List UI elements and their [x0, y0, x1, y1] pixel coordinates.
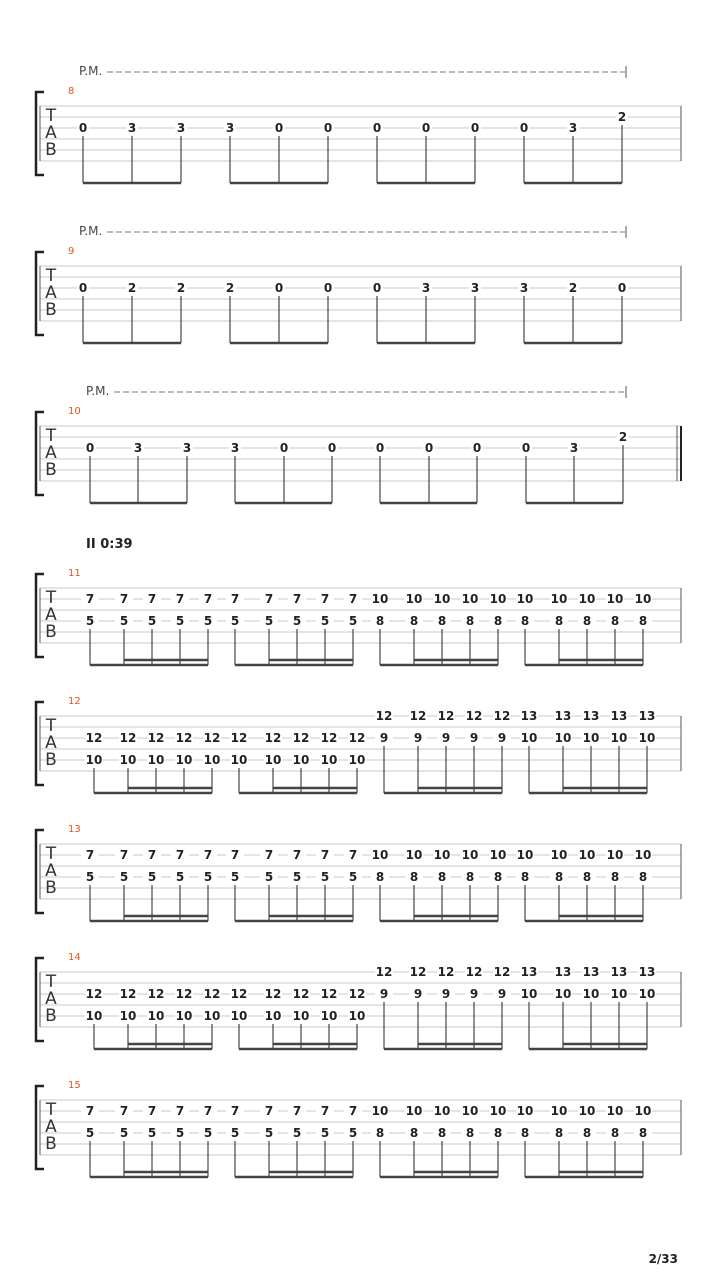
fret-number: 8	[465, 1126, 475, 1140]
tab-clef-letter: A	[45, 123, 57, 143]
fret-number: 9	[379, 987, 389, 1001]
fret-number: 8	[409, 1126, 419, 1140]
fret-number: 8	[638, 614, 648, 628]
fret-number: 9	[469, 731, 479, 745]
fret-number: 10	[264, 753, 282, 767]
fret-number: 8	[520, 614, 530, 628]
fret-number: 10	[292, 1009, 310, 1023]
tab-clef-letter: T	[45, 588, 57, 608]
measure-number: 14	[68, 952, 81, 963]
fret-number: 10	[520, 987, 538, 1001]
fret-number: 3	[127, 121, 137, 135]
fret-number: 10	[348, 753, 366, 767]
fret-number: 10	[371, 1104, 389, 1118]
fret-number: 8	[493, 614, 503, 628]
fret-number: 12	[320, 987, 338, 1001]
fret-number: 10	[405, 592, 423, 606]
fret-number: 10	[320, 1009, 338, 1023]
fret-number: 5	[119, 870, 129, 884]
fret-number: 7	[119, 592, 129, 606]
fret-number: 10	[85, 1009, 103, 1023]
tab-clef-letter: T	[45, 1100, 57, 1120]
fret-number: 10	[320, 753, 338, 767]
fret-number: 13	[610, 965, 628, 979]
fret-number: 13	[610, 709, 628, 723]
fret-number: 10	[550, 848, 568, 862]
fret-number: 10	[230, 753, 248, 767]
fret-number: 10	[433, 848, 451, 862]
fret-number: 0	[327, 441, 337, 455]
fret-number: 7	[230, 592, 240, 606]
fret-number: 9	[413, 987, 423, 1001]
fret-number: 10	[405, 848, 423, 862]
fret-number: 13	[638, 965, 656, 979]
measure-number: 9	[68, 246, 75, 257]
fret-number: 0	[519, 121, 529, 135]
fret-number: 10	[516, 1104, 534, 1118]
fret-number: 10	[516, 848, 534, 862]
fret-number: 0	[472, 441, 482, 455]
fret-number: 12	[409, 709, 427, 723]
fret-number: 7	[85, 848, 95, 862]
fret-number: 8	[554, 870, 564, 884]
fret-number: 13	[638, 709, 656, 723]
fret-number: 5	[292, 870, 302, 884]
fret-number: 12	[375, 709, 393, 723]
fret-number: 12	[203, 731, 221, 745]
fret-number: 10	[119, 1009, 137, 1023]
fret-number: 5	[264, 614, 274, 628]
fret-number: 5	[230, 1126, 240, 1140]
fret-number: 0	[85, 441, 95, 455]
fret-number: 10	[489, 592, 507, 606]
tab-clef-letter: T	[45, 844, 57, 864]
fret-number: 7	[175, 848, 185, 862]
fret-number: 10	[119, 753, 137, 767]
fret-number: 10	[461, 848, 479, 862]
fret-number: 12	[320, 731, 338, 745]
fret-number: 8	[437, 1126, 447, 1140]
fret-number: 12	[493, 965, 511, 979]
fret-number: 10	[371, 848, 389, 862]
fret-number: 8	[465, 870, 475, 884]
fret-number: 7	[175, 592, 185, 606]
fret-number: 12	[292, 731, 310, 745]
tab-clef-letter: T	[45, 716, 57, 736]
tab-clef-letter: A	[45, 733, 57, 753]
fret-number: 10	[606, 592, 624, 606]
fret-number: 8	[375, 614, 385, 628]
fret-number: 10	[516, 592, 534, 606]
fret-number: 10	[610, 987, 628, 1001]
fret-number: 7	[292, 1104, 302, 1118]
fret-number: 5	[85, 614, 95, 628]
fret-number: 5	[203, 614, 213, 628]
fret-number: 12	[230, 731, 248, 745]
tab-clef-letter: T	[45, 106, 57, 126]
fret-number: 12	[409, 965, 427, 979]
fret-number: 10	[433, 592, 451, 606]
fret-number: 5	[320, 870, 330, 884]
fret-number: 12	[85, 731, 103, 745]
measure-number: 10	[68, 406, 81, 417]
fret-number: 12	[465, 965, 483, 979]
fret-number: 7	[119, 848, 129, 862]
fret-number: 5	[292, 1126, 302, 1140]
fret-number: 12	[292, 987, 310, 1001]
palm-mute-label: P.M.	[86, 384, 110, 398]
fret-number: 10	[405, 1104, 423, 1118]
fret-number: 2	[618, 430, 628, 444]
tab-clef-letter: T	[45, 266, 57, 286]
fret-number: 0	[470, 121, 480, 135]
fret-number: 12	[437, 709, 455, 723]
fret-number: 7	[320, 1104, 330, 1118]
fret-number: 3	[421, 281, 431, 295]
fret-number: 9	[469, 987, 479, 1001]
fret-number: 0	[279, 441, 289, 455]
fret-number: 10	[489, 848, 507, 862]
fret-number: 5	[119, 614, 129, 628]
fret-number: 12	[119, 987, 137, 1001]
fret-number: 7	[348, 592, 358, 606]
fret-number: 7	[203, 1104, 213, 1118]
fret-number: 7	[119, 1104, 129, 1118]
fret-number: 10	[203, 1009, 221, 1023]
fret-number: 3	[225, 121, 235, 135]
fret-number: 0	[375, 441, 385, 455]
fret-number: 5	[348, 614, 358, 628]
fret-number: 12	[147, 731, 165, 745]
fret-number: 12	[119, 731, 137, 745]
fret-number: 5	[147, 870, 157, 884]
fret-number: 13	[582, 965, 600, 979]
fret-number: 8	[493, 1126, 503, 1140]
fret-number: 5	[230, 614, 240, 628]
fret-number: 3	[470, 281, 480, 295]
fret-number: 9	[497, 987, 507, 1001]
fret-number: 0	[78, 121, 88, 135]
fret-number: 0	[421, 121, 431, 135]
fret-number: 5	[175, 1126, 185, 1140]
fret-number: 7	[175, 1104, 185, 1118]
fret-number: 3	[182, 441, 192, 455]
fret-number: 7	[230, 848, 240, 862]
measure-number: 11	[68, 568, 81, 579]
fret-number: 7	[320, 592, 330, 606]
fret-number: 8	[554, 1126, 564, 1140]
fret-number: 10	[348, 1009, 366, 1023]
fret-number: 10	[554, 987, 572, 1001]
fret-number: 3	[569, 441, 579, 455]
fret-number: 12	[348, 987, 366, 1001]
fret-number: 13	[520, 965, 538, 979]
measure-number: 15	[68, 1080, 81, 1091]
fret-number: 5	[320, 1126, 330, 1140]
fret-number: 10	[292, 753, 310, 767]
fret-number: 5	[147, 1126, 157, 1140]
fret-number: 8	[465, 614, 475, 628]
fret-number: 5	[264, 1126, 274, 1140]
fret-number: 3	[133, 441, 143, 455]
fret-number: 5	[119, 1126, 129, 1140]
fret-number: 8	[610, 870, 620, 884]
page-number: 2/33	[648, 1252, 678, 1266]
fret-number: 12	[203, 987, 221, 1001]
fret-number: 7	[292, 592, 302, 606]
tab-clef-letter: A	[45, 443, 57, 463]
fret-number: 10	[606, 1104, 624, 1118]
tab-clef-letter: T	[45, 426, 57, 446]
fret-number: 13	[582, 709, 600, 723]
fret-number: 10	[638, 987, 656, 1001]
fret-number: 0	[274, 121, 284, 135]
fret-number: 7	[147, 1104, 157, 1118]
tab-clef-letter: B	[45, 1134, 57, 1154]
fret-number: 10	[175, 753, 193, 767]
fret-number: 10	[85, 753, 103, 767]
fret-number: 10	[578, 592, 596, 606]
fret-number: 9	[441, 731, 451, 745]
fret-number: 10	[147, 753, 165, 767]
fret-number: 5	[348, 1126, 358, 1140]
fret-number: 12	[85, 987, 103, 1001]
fret-number: 5	[175, 870, 185, 884]
fret-number: 7	[348, 848, 358, 862]
fret-number: 8	[409, 614, 419, 628]
fret-number: 13	[520, 709, 538, 723]
tab-clef-letter: B	[45, 1006, 57, 1026]
tab-clef-letter: A	[45, 1117, 57, 1137]
fret-number: 12	[348, 731, 366, 745]
fret-number: 12	[147, 987, 165, 1001]
fret-number: 10	[578, 1104, 596, 1118]
fret-number: 0	[424, 441, 434, 455]
palm-mute-label: P.M.	[79, 64, 103, 78]
fret-number: 8	[493, 870, 503, 884]
fret-number: 7	[264, 1104, 274, 1118]
tab-clef-letter: B	[45, 300, 57, 320]
fret-number: 9	[497, 731, 507, 745]
fret-number: 10	[461, 1104, 479, 1118]
measure-number: 13	[68, 824, 81, 835]
fret-number: 7	[147, 848, 157, 862]
fret-number: 5	[203, 1126, 213, 1140]
fret-number: 10	[461, 592, 479, 606]
fret-number: 5	[203, 870, 213, 884]
fret-number: 8	[610, 614, 620, 628]
fret-number: 10	[371, 592, 389, 606]
fret-number: 7	[85, 1104, 95, 1118]
fret-number: 13	[554, 965, 572, 979]
fret-number: 12	[264, 731, 282, 745]
fret-number: 0	[78, 281, 88, 295]
tab-clef-letter: B	[45, 622, 57, 642]
fret-number: 10	[489, 1104, 507, 1118]
fret-number: 8	[437, 614, 447, 628]
fret-number: 5	[230, 870, 240, 884]
fret-number: 8	[582, 614, 592, 628]
fret-number: 12	[437, 965, 455, 979]
fret-number: 0	[617, 281, 627, 295]
fret-number: 12	[230, 987, 248, 1001]
fret-number: 8	[375, 870, 385, 884]
fret-number: 10	[147, 1009, 165, 1023]
fret-number: 10	[550, 592, 568, 606]
fret-number: 0	[521, 441, 531, 455]
fret-number: 0	[323, 121, 333, 135]
fret-number: 9	[379, 731, 389, 745]
measure-number: 8	[68, 86, 75, 97]
fret-number: 0	[274, 281, 284, 295]
fret-number: 8	[520, 870, 530, 884]
tab-clef-letter: A	[45, 605, 57, 625]
fret-number: 10	[638, 731, 656, 745]
fret-number: 5	[85, 870, 95, 884]
fret-number: 8	[375, 1126, 385, 1140]
section-marker: II 0:39	[86, 537, 133, 552]
fret-number: 12	[175, 731, 193, 745]
fret-number: 8	[409, 870, 419, 884]
fret-number: 12	[493, 709, 511, 723]
fret-number: 5	[264, 870, 274, 884]
tab-clef-letter: B	[45, 460, 57, 480]
fret-number: 8	[554, 614, 564, 628]
fret-number: 10	[582, 731, 600, 745]
fret-number: 12	[465, 709, 483, 723]
fret-number: 10	[578, 848, 596, 862]
fret-number: 5	[348, 870, 358, 884]
fret-number: 5	[147, 614, 157, 628]
fret-number: 3	[519, 281, 529, 295]
fret-number: 10	[606, 848, 624, 862]
fret-number: 5	[85, 1126, 95, 1140]
fret-number: 8	[638, 1126, 648, 1140]
fret-number: 8	[520, 1126, 530, 1140]
fret-number: 10	[582, 987, 600, 1001]
fret-number: 8	[582, 870, 592, 884]
fret-number: 9	[441, 987, 451, 1001]
fret-number: 10	[634, 848, 652, 862]
fret-number: 5	[320, 614, 330, 628]
fret-number: 8	[638, 870, 648, 884]
fret-number: 2	[127, 281, 137, 295]
fret-number: 10	[634, 1104, 652, 1118]
fret-number: 8	[437, 870, 447, 884]
fret-number: 2	[176, 281, 186, 295]
tab-clef-letter: T	[45, 972, 57, 992]
fret-number: 10	[203, 753, 221, 767]
fret-number: 2	[617, 110, 627, 124]
fret-number: 3	[176, 121, 186, 135]
fret-number: 7	[292, 848, 302, 862]
fret-number: 10	[520, 731, 538, 745]
fret-number: 7	[85, 592, 95, 606]
measure-number: 12	[68, 696, 81, 707]
fret-number: 5	[292, 614, 302, 628]
fret-number: 7	[348, 1104, 358, 1118]
fret-number: 3	[230, 441, 240, 455]
tab-clef-letter: A	[45, 283, 57, 303]
fret-number: 0	[372, 121, 382, 135]
fret-number: 2	[568, 281, 578, 295]
fret-number: 7	[230, 1104, 240, 1118]
fret-number: 7	[264, 848, 274, 862]
fret-number: 10	[610, 731, 628, 745]
fret-number: 8	[610, 1126, 620, 1140]
fret-number: 0	[323, 281, 333, 295]
tab-clef-letter: A	[45, 989, 57, 1009]
fret-number: 8	[582, 1126, 592, 1140]
fret-number: 0	[372, 281, 382, 295]
fret-number: 7	[264, 592, 274, 606]
fret-number: 12	[264, 987, 282, 1001]
fret-number: 10	[634, 592, 652, 606]
fret-number: 12	[375, 965, 393, 979]
fret-number: 13	[554, 709, 572, 723]
fret-number: 7	[203, 592, 213, 606]
fret-number: 7	[320, 848, 330, 862]
fret-number: 12	[175, 987, 193, 1001]
tab-clef-letter: B	[45, 878, 57, 898]
tab-clef-letter: B	[45, 750, 57, 770]
fret-number: 7	[147, 592, 157, 606]
palm-mute-label: P.M.	[79, 224, 103, 238]
fret-number: 10	[230, 1009, 248, 1023]
fret-number: 3	[568, 121, 578, 135]
fret-number: 2	[225, 281, 235, 295]
tab-clef-letter: A	[45, 861, 57, 881]
fret-number: 9	[413, 731, 423, 745]
fret-number: 10	[550, 1104, 568, 1118]
fret-number: 10	[554, 731, 572, 745]
fret-number: 10	[433, 1104, 451, 1118]
fret-number: 10	[264, 1009, 282, 1023]
fret-number: 7	[203, 848, 213, 862]
fret-number: 10	[175, 1009, 193, 1023]
fret-number: 5	[175, 614, 185, 628]
tab-clef-letter: B	[45, 140, 57, 160]
